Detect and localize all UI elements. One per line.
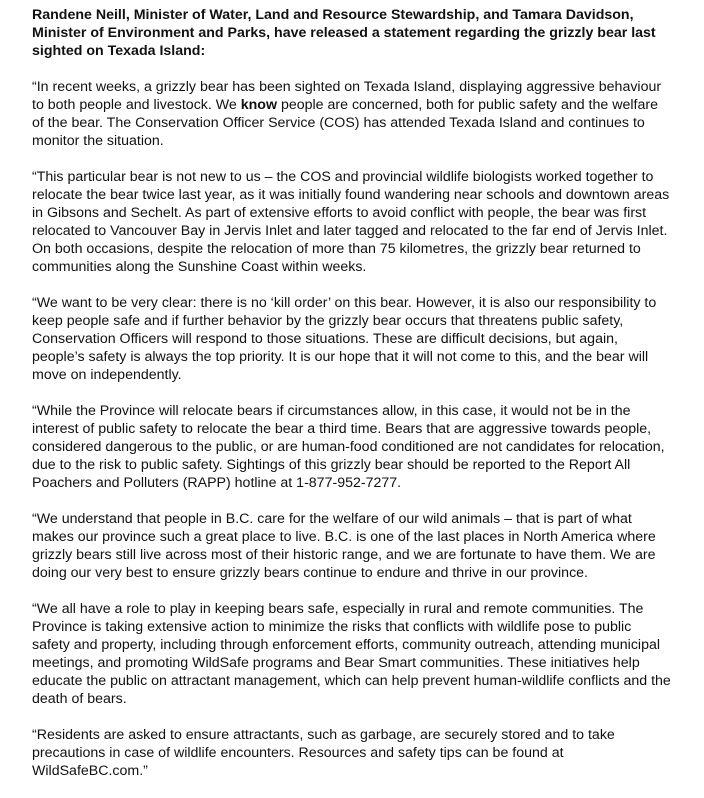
paragraph-sightings-start: “In recent weeks, a grizzly bear has been sighted on Texada Island, displaying aggressive behaviour to both people and livestock. We — [32, 79, 662, 113]
statement-heading: Randene Neill, Minister of Water, Land and Resource Stewardship, and Tamara Davidson, Minister of Environment and Parks, have released a statement regarding the grizzly bear last sighted on Texada Island: — [32, 7, 656, 59]
paragraph-relocation-history: “This particular bear is not new to us – the COS and provincial wildlife biologists worked together to relocate the bear twice last year, as it was initially found wandering near schools and downtown areas in Gibsons and Sechelt. As part of extensive efforts to avoid conflict with people, the bear was first relocated to Vancouver Bay in Jervis Inlet and later tagged and relocated to the far end of Jervis Inlet. On both occasions, despite the relocation of more than 75 kilometres, the grizzly bear returned to communities along the Sunshine Coast within weeks. — [32, 169, 670, 275]
statement-document — [32, 6, 672, 798]
paragraph-no-kill-order: “We want to be very clear: there is no ‘kill order’ on this bear. However, it is also our responsibility to keep people safe and if further behavior by the grizzly bear occurs that threatens public safety, Conservation Officers will respond to those situations. These are difficult decisions, but again, people’s safety is always the top priority. It is our hope that it will not come to this, and the bear will move on independently. — [32, 295, 657, 383]
paragraph-relocation-policy: “While the Province will relocate bears if circumstances allow, in this case, it would not be in the interest of public safety to relocate the bear a third time. Bears that are aggressive towards people, considered dangerous to the public, or are human-food conditioned are not candidates for relocation, due to the risk to public safety. Sightings of this grizzly bear should be reported to the Report All Poachers and Polluters (RAPP) hotline at 1-877-952-7277. — [32, 403, 665, 491]
paragraph-wildlife-welfare: “We understand that people in B.C. care for the welfare of our wild animals – that is part of what makes our province such a great place to live. B.C. is one of the last places in North America where grizzly bears still live across most of their historic range, and we are fortunate to have them. We are doing our very best to ensure grizzly bears continue to endure and thrive in our province. — [32, 511, 656, 581]
paragraph-residents-advice: “Residents are asked to ensure attractants, such as garbage, are securely stored and to take precautions in case of wildlife encounters. Resources and safety tips can be found at WildSafeBC.com.” — [32, 727, 615, 779]
paragraph-sightings-end: people are concerned, both for public safety and the welfare of the bear. The Conservation Officer Service (COS) has attended Texada Island and continues to monitor the situation. — [32, 97, 658, 149]
paragraph-community-role: “We all have a role to play in keeping bears safe, especially in rural and remote communities. The Province is taking extensive action to minimize the risks that conflicts with wildlife pose to public safety and property, including through enforcement efforts, community outreach, attending municipal meetings, and promoting WildSafe programs and Bear Smart communities. These initiatives help educate the public on attractant management, which can help prevent human-wildlife conflicts and the death of bears. — [32, 601, 671, 707]
emphasis-know: know — [240, 97, 278, 113]
paragraph-sightings — [32, 78, 672, 150]
